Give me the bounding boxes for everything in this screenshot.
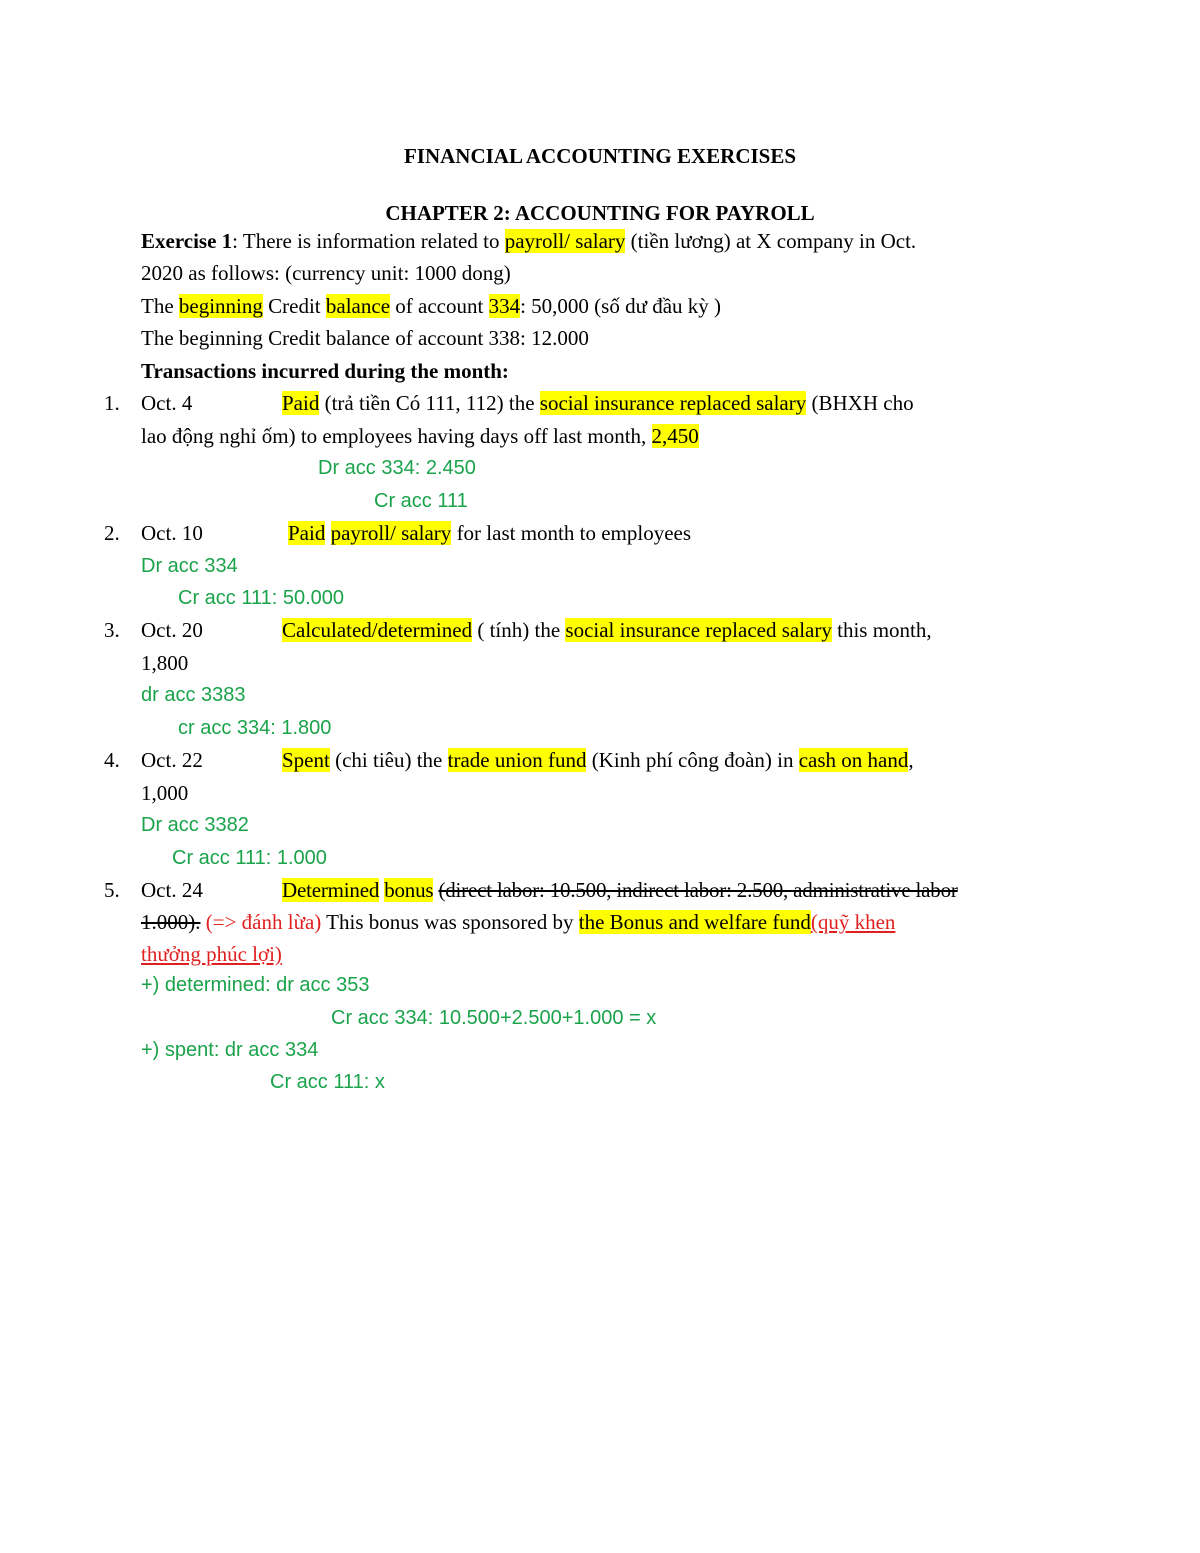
item-text	[282, 876, 958, 904]
journal-debit: Dr acc 334	[141, 555, 238, 577]
text: (trả tiền Có 111, 112) the	[319, 391, 540, 415]
balance-334-line	[141, 292, 721, 320]
item-text	[282, 389, 914, 417]
transaction-5-line-2	[141, 908, 895, 936]
journal-debit: Dr acc 334: 2.450	[318, 457, 476, 479]
journal-spent: +) spent: dr acc 334	[141, 1039, 319, 1061]
journal-credit: Cr acc 111: x	[270, 1071, 385, 1093]
highlight: the Bonus and welfare fund	[578, 910, 811, 934]
highlight: Calculated/determined	[282, 618, 473, 642]
item-number: 2.	[104, 521, 120, 545]
highlight: social insurance replaced salary	[539, 391, 807, 415]
text: (Kinh phí công đoàn) in	[586, 748, 799, 772]
balance-338-line: The beginning Credit balance of account 338: 12.000	[141, 326, 589, 350]
journal-credit: Cr acc 111	[374, 490, 468, 512]
struck-text: (direct labor: 10.500, indirect labor: 2.500, administrative labor	[438, 878, 958, 902]
item-date: Oct. 20	[141, 618, 203, 642]
text: The	[141, 294, 179, 318]
journal-debit: Dr acc 3382	[141, 814, 249, 836]
highlight: bonus	[384, 878, 434, 902]
item-date: Oct. 4	[141, 391, 193, 415]
text: ( tính) the	[472, 618, 566, 642]
highlight: Spent	[282, 748, 330, 772]
item-date: Oct. 22	[141, 748, 203, 772]
item-date: Oct. 24	[141, 878, 203, 902]
red-note: (=> đánh lừa)	[200, 910, 322, 934]
text: This bonus was sponsored by	[321, 910, 579, 934]
item-number: 1.	[104, 391, 120, 415]
text: (BHXH cho	[806, 391, 914, 415]
text: for last month to employees	[451, 521, 692, 545]
item-text	[288, 519, 691, 547]
highlight: trade union fund	[447, 748, 587, 772]
chapter-heading: CHAPTER 2: ACCOUNTING FOR PAYROLL	[385, 201, 815, 225]
highlight: cash on hand	[798, 748, 909, 772]
item-number: 4.	[104, 748, 120, 772]
text: : There is information related to	[232, 229, 505, 253]
text: of account	[390, 294, 489, 318]
text: Credit	[262, 294, 326, 318]
red-note: (quỹ khen	[810, 910, 896, 934]
highlight: payroll/ salary	[330, 521, 452, 545]
intro-line-2: 2020 as follows: (currency unit: 1000 dong)	[141, 261, 511, 285]
text: lao động nghỉ ốm) to employees having days off last month,	[141, 424, 652, 448]
transaction-4-line-2: 1,000	[141, 781, 189, 805]
text: (tiền lương) at X company in Oct.	[625, 229, 917, 253]
journal-credit: cr acc 334: 1.800	[178, 717, 332, 739]
document-title: FINANCIAL ACCOUNTING EXERCISES	[403, 144, 797, 168]
exercise-label: Exercise 1	[141, 229, 233, 253]
item-text	[282, 746, 914, 774]
item-number: 3.	[104, 618, 120, 642]
text: : 50,000 (số dư đầu kỳ )	[520, 294, 722, 318]
highlight: social insurance replaced salary	[565, 618, 832, 642]
struck-text: 1.000).	[141, 910, 201, 934]
highlight: Paid	[288, 521, 326, 545]
text: this month,	[831, 618, 932, 642]
highlight: balance	[325, 294, 391, 318]
transaction-3-line-2: 1,800	[141, 651, 189, 675]
exercise-intro-line	[141, 227, 916, 255]
item-number: 5.	[104, 878, 120, 902]
highlight: 334	[488, 294, 521, 318]
text: (chi tiêu) the	[329, 748, 448, 772]
item-text	[282, 616, 932, 644]
journal-credit: Cr acc 111: 1.000	[172, 847, 327, 869]
highlight: Determined	[282, 878, 380, 902]
text: ,	[908, 748, 914, 772]
highlight: payroll/ salary	[504, 229, 626, 253]
journal-credit: Cr acc 334: 10.500+2.500+1.000 = x	[331, 1007, 657, 1029]
journal-credit: Cr acc 111: 50.000	[178, 587, 345, 609]
journal-determined: +) determined: dr acc 353	[141, 974, 370, 996]
highlight: 2,450	[651, 424, 699, 448]
journal-debit: dr acc 3383	[141, 684, 246, 706]
transaction-1-line-2	[141, 422, 699, 450]
highlight: Paid	[282, 391, 320, 415]
item-date: Oct. 10	[141, 521, 203, 545]
red-note-line: thưởng phúc lợi)	[141, 942, 282, 966]
transactions-heading: Transactions incurred during the month:	[141, 359, 509, 383]
highlight: beginning	[178, 294, 263, 318]
